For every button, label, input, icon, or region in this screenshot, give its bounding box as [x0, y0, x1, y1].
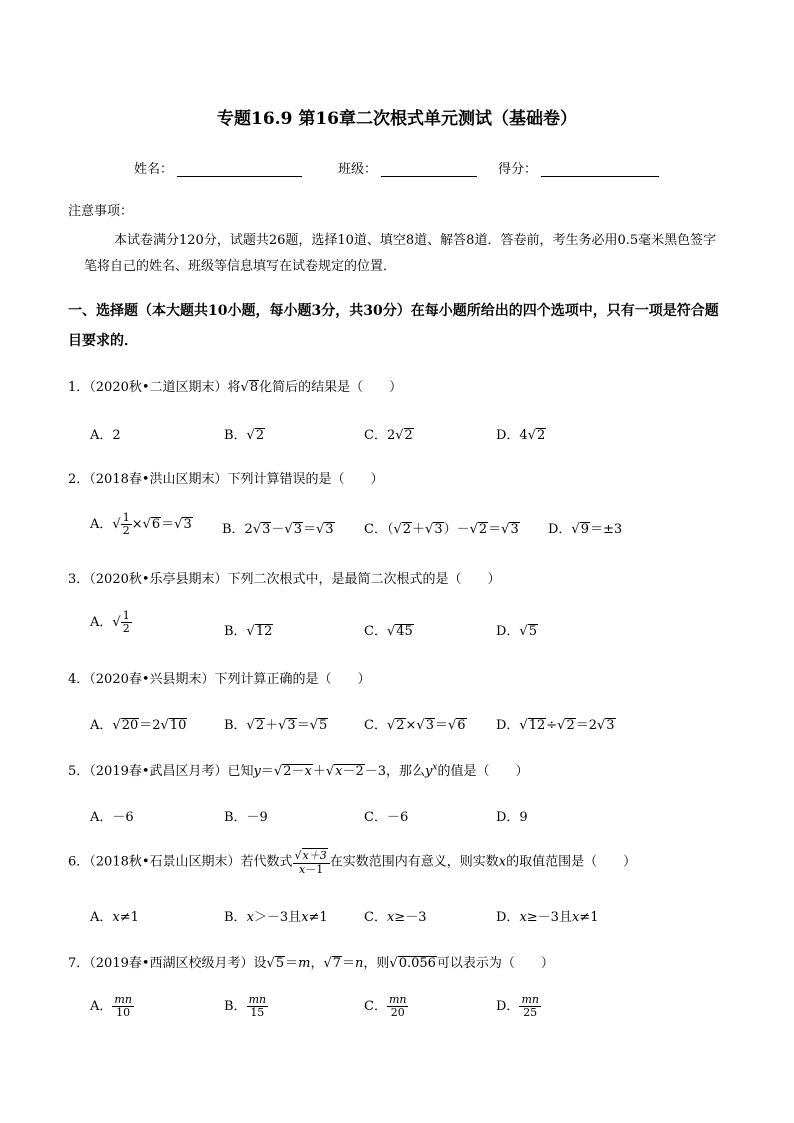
q5-option-a[interactable]: A．－6	[90, 810, 134, 825]
score-field	[498, 158, 659, 177]
question-1-stem: 1．（2020秋•二道区期末）将√8化简后的结果是（ ）	[68, 380, 403, 395]
q3-option-a[interactable]: A．√ $\frac{1}{2}$	[90, 609, 130, 635]
name-field	[134, 158, 302, 177]
class-label: 班级：	[338, 162, 378, 177]
q5-option-b[interactable]: B．－9	[224, 810, 268, 825]
q7-option-b[interactable]: B． $\frac{mn}{15}$	[224, 993, 267, 1019]
q4-option-d[interactable]: D．√12÷√2＝2√3	[496, 718, 615, 733]
question-2-stem: 2．（2018春•洪山区期末）下列计算错误的是（ ）	[68, 472, 384, 487]
class-blank[interactable]	[381, 162, 477, 177]
question-6-stem: 6．（2018秋•石景山区期末）若代数式 $\frac{√x+3}{x-1}$ 在实数范围内有意义，则实数x的取值范围是（ ）	[68, 849, 637, 876]
question-7-stem: 7．（2019春•西湖区校级月考）设√5＝m，√7＝n，则√0.056可以表示为（ ）	[68, 956, 554, 971]
q4-option-c[interactable]: C．√2×√3＝√6	[364, 718, 466, 733]
q1-option-a[interactable]: A．2	[90, 428, 121, 443]
q4-option-b[interactable]: B．√2＋√3＝√5	[224, 718, 328, 733]
q3-option-d[interactable]: D．√5	[496, 624, 537, 639]
q7-option-d[interactable]: D． $\frac{mn}{25}$	[496, 993, 539, 1019]
class-field	[338, 158, 477, 177]
q1-option-b[interactable]: B．√2	[224, 428, 265, 443]
q1-option-c[interactable]: C．2√2	[364, 428, 413, 443]
q2-option-c[interactable]: C．（√2＋√3）－√2＝√3	[364, 522, 519, 537]
q2-option-d[interactable]: D．√9＝±3	[548, 522, 623, 537]
question-5-stem: 5．（2019春•武昌区月考）已知y＝√2－x＋√x－2－3，那么$y^x$的值是（ ）	[68, 762, 529, 779]
q5-option-c[interactable]: C．－6	[364, 810, 409, 825]
q6-option-a[interactable]: A．x≠1	[90, 910, 139, 925]
q5-option-d[interactable]: D．9	[496, 810, 528, 825]
q7-option-a[interactable]: A． $\frac{mn}{10}$	[90, 993, 132, 1019]
q2-option-a[interactable]: A．√ $\frac{1}{2}$ ×√6＝√3	[90, 511, 192, 537]
q3-option-c[interactable]: C．√45	[364, 624, 413, 639]
name-label: 姓名：	[134, 162, 174, 177]
q6-option-d[interactable]: D．x≥－3且x≠1	[496, 910, 599, 925]
q4-option-a[interactable]: A．√20＝2√10	[90, 718, 187, 733]
q6-option-b[interactable]: B．x＞－3且x≠1	[224, 910, 328, 925]
q1-option-d[interactable]: D．4√2	[496, 428, 546, 443]
name-blank[interactable]	[177, 162, 302, 177]
section-heading: 一、选择题（本大题共10小题，每小题3分，共30分）在每小题所给出的四个选项中，只有一项是符合题目要求的．	[68, 303, 719, 349]
score-blank[interactable]	[541, 162, 659, 177]
q7-option-c[interactable]: C． $\frac{mn}{20}$	[364, 993, 407, 1019]
notice-heading: 注意事项：	[68, 204, 134, 219]
question-4-stem: 4．（2020春•兴县期末）下列计算正确的是（ ）	[68, 672, 371, 687]
page-title: 专题16.9 第16章二次根式单元测试（基础卷）	[217, 109, 577, 129]
q6-option-c[interactable]: C．x≥－3	[364, 910, 427, 925]
question-3-stem: 3．（2020秋•乐亭县期末）下列二次根式中，是最简二次根式的是（ ）	[68, 572, 501, 587]
notice-body: 本试卷满分120分，试题共26题，选择10道、填空8道、解答8道．答卷前，考生务必用0.5毫米黑色签字笔将自己的姓名、班级等信息填写在试卷规定的位置．	[84, 233, 717, 274]
q2-option-b[interactable]: B．2√3－√3＝√3	[222, 522, 334, 537]
score-label: 得分：	[498, 162, 538, 177]
q3-option-b[interactable]: B．√12	[224, 624, 273, 639]
